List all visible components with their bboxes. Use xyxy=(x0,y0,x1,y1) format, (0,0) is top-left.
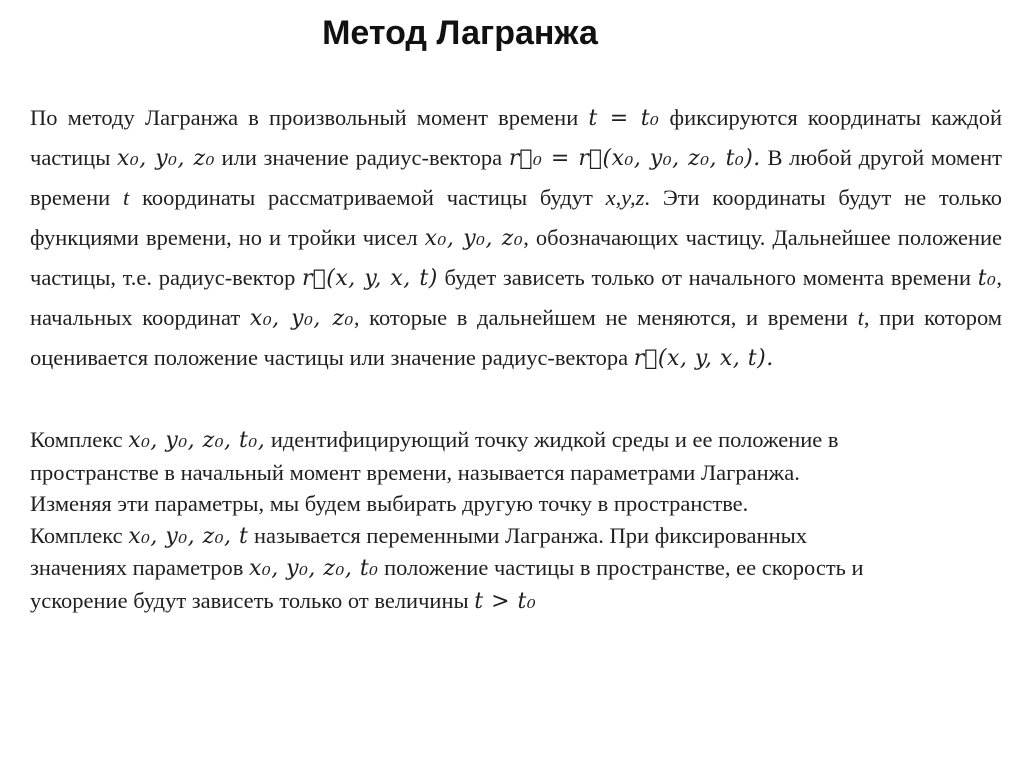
text-segment: , при котором оценивается xyxy=(30,305,1003,371)
math-expression: t > t₀ xyxy=(474,588,537,614)
math-expression: r⃗(x, y, x, t) xyxy=(302,265,438,291)
paragraph-line xyxy=(30,424,1002,457)
text-segment: координаты рассматриваемой частицы будут xyxy=(129,185,606,211)
paragraph-lagrange-parameters xyxy=(30,424,1002,618)
math-expression: t = t₀ xyxy=(588,106,660,131)
math-expression: x₀, y₀, z₀ xyxy=(424,225,524,251)
text-segment: . Эти xyxy=(644,185,700,211)
paragraph-line xyxy=(30,520,1002,553)
math-variable: t xyxy=(857,305,864,331)
math-expression: x₀, y₀, z₀, t₀, xyxy=(128,428,266,453)
paragraph-lagrange-method xyxy=(30,98,1002,378)
paragraph-line: пространстве в начальный момент времени, называется параметрами Лагранжа. xyxy=(30,459,800,485)
text-segment: или значение радиус-вектора xyxy=(214,145,509,171)
math-expression: x₀, y₀, z₀, t xyxy=(128,523,249,549)
text-segment: координаты будут не только функциями времени, но и тройки чисел xyxy=(30,185,1002,250)
text-segment: будет зависеть только от начального момента времени xyxy=(444,264,978,290)
text-segment: Комплекс xyxy=(30,522,129,548)
slide-title: Метод Лагранжа xyxy=(322,14,598,52)
math-expression: t₀ xyxy=(977,265,997,291)
text-segment: По методу Лагранжа в произвольный момент времени xyxy=(30,105,589,130)
text-segment: фиксируются координаты xyxy=(659,105,921,130)
text-segment: значениях параметров xyxy=(30,555,249,581)
math-expression: x₀, y₀, z₀, t₀ xyxy=(248,556,379,582)
math-variable: t xyxy=(122,185,130,211)
text-segment: называется переменными Лагранжа. При фиксированных xyxy=(248,522,807,548)
math-expression: x₀, y₀, z₀ xyxy=(116,146,215,172)
text-segment: Комплекс xyxy=(30,427,129,452)
text-segment: идентифицирующий точку жидкой среды и ее положение в xyxy=(265,427,839,452)
text-segment: положение частицы или значение радиус-вектора xyxy=(153,345,634,371)
text-segment: , которые в дальнейшем не меняются, и времени xyxy=(353,305,858,331)
paragraph-line xyxy=(30,585,1002,618)
math-expression: r⃗(x, y, x, t). xyxy=(633,346,774,372)
text-segment: положение частицы в пространстве, ее скорость и xyxy=(378,555,864,581)
text-segment: В любой xyxy=(760,145,852,171)
text-segment: ускорение будут зависеть только от величины xyxy=(30,587,475,613)
math-expression: r⃗₀ = r⃗(x₀, y₀, z₀, t₀). xyxy=(508,146,761,172)
text-segment: каждой частицы xyxy=(30,105,1003,171)
math-expression: x₀, y₀, z₀ xyxy=(249,306,354,332)
paragraph-line: Изменяя эти параметры, мы будем выбирать другую точку в пространстве. xyxy=(30,491,749,517)
text-segment: другой момент времени xyxy=(30,145,1002,211)
text-segment: , xyxy=(523,224,529,250)
paragraph-line xyxy=(30,552,1002,585)
text-segment: обозначающих частицу. Дальнейшее положение частицы, т.е. радиус-вектор xyxy=(30,224,1003,290)
text-segment: , начальных координат xyxy=(30,264,1002,331)
math-variable: x,y,z xyxy=(605,185,645,211)
